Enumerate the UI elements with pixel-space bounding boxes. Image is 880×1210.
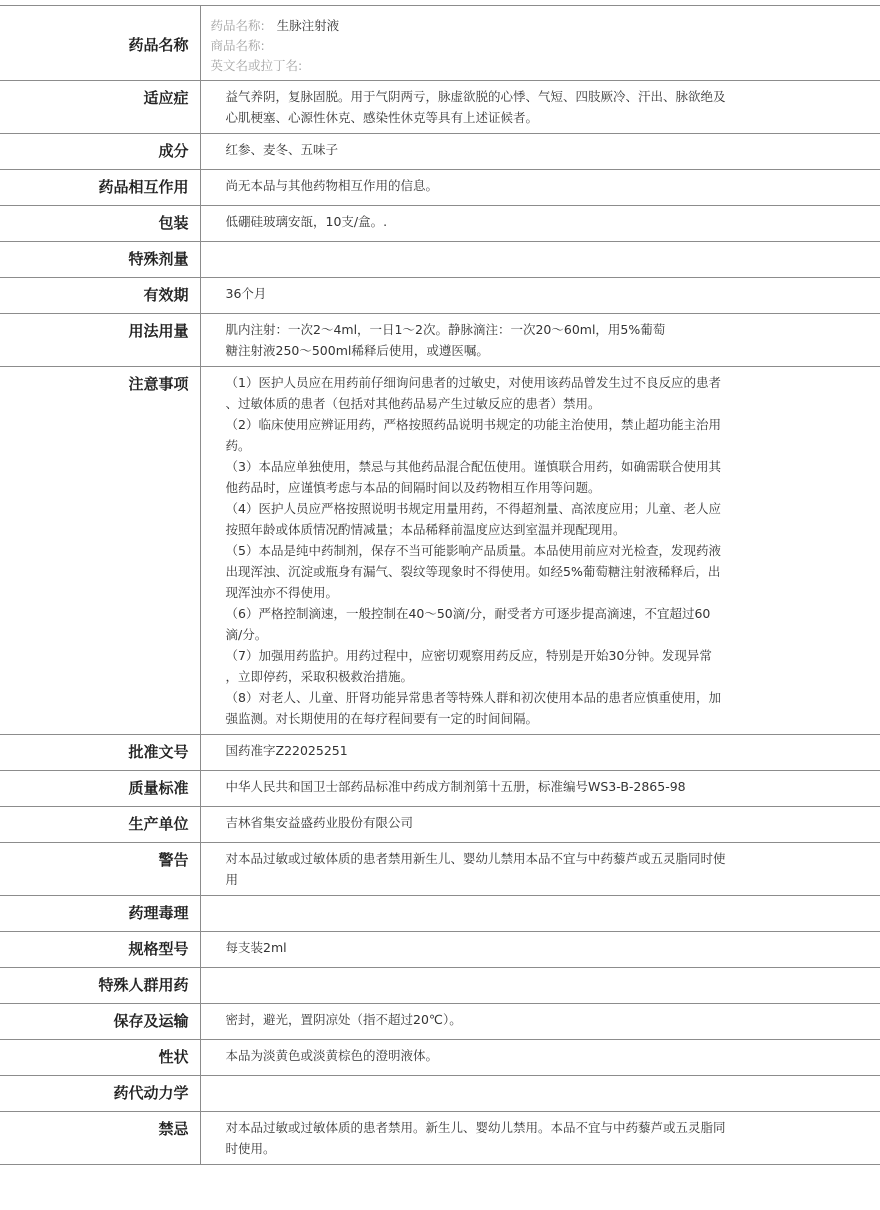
drug-info-table-body bbox=[0, 6, 880, 1165]
row-label: 包装 bbox=[0, 206, 200, 242]
value-line: 国药准字Z22025251 bbox=[225, 743, 348, 758]
row-value bbox=[200, 278, 880, 314]
row-value bbox=[200, 1004, 880, 1040]
row-label: 药品名称 bbox=[0, 6, 200, 81]
value-line: （4）医护人员应严格按照说明书规定用量用药，不得超剂量、高浓度应用；儿童、老人应 bbox=[225, 501, 721, 516]
value-line: 益气养阴，复脉固脱。用于气阴两亏，脉虚欲脱的心悸、气短、四肢厥冷、汗出、脉欲绝及 bbox=[225, 89, 726, 104]
row-label: 质量标准 bbox=[0, 771, 200, 807]
row-value bbox=[200, 134, 880, 170]
spec-row bbox=[0, 735, 880, 771]
value-line: 按照年龄或体质情况酌情减量；本品稀释前温度应达到室温并现配现用。 bbox=[225, 522, 626, 537]
generic-name-line bbox=[211, 16, 789, 36]
spec-row bbox=[0, 367, 880, 735]
value-line: 吉林省集安益盛药业股份有限公司 bbox=[225, 815, 414, 830]
generic-name-label: 药品名称: bbox=[210, 18, 265, 33]
value-line: 药。 bbox=[225, 438, 251, 453]
row-label: 保存及运输 bbox=[0, 1004, 200, 1040]
row-label: 批准文号 bbox=[0, 735, 200, 771]
spec-row bbox=[0, 807, 880, 843]
value-line: （3）本品应单独使用，禁忌与其他药品混合配伍使用。谨慎联合用药，如确需联合使用其 bbox=[225, 459, 721, 474]
row-value bbox=[200, 206, 880, 242]
row-label: 特殊剂量 bbox=[0, 242, 200, 278]
value-line: 他药品时，应谨慎考虑与本品的间隔时间以及药物相互作用等问题。 bbox=[225, 480, 601, 495]
value-line: 心肌梗塞、心源性休克、感染性休克等具有上述证候者。 bbox=[225, 110, 539, 125]
row-value bbox=[200, 771, 880, 807]
trade-name-label: 商品名称: bbox=[210, 38, 265, 53]
row-value bbox=[200, 242, 880, 278]
value-line: （6）严格控制滴速，一般控制在40～50滴/分，耐受者方可逐步提高滴速，不宜超过60 bbox=[225, 606, 711, 621]
row-value bbox=[200, 735, 880, 771]
value-line: （2）临床使用应辨证用药，严格按照药品说明书规定的功能主治使用，禁止超功能主治用 bbox=[225, 417, 721, 432]
row-value bbox=[200, 170, 880, 206]
value-line: 滴/分。 bbox=[225, 627, 268, 642]
row-label: 药代动力学 bbox=[0, 1076, 200, 1112]
row-label: 生产单位 bbox=[0, 807, 200, 843]
row-label: 成分 bbox=[0, 134, 200, 170]
spec-row bbox=[0, 896, 880, 932]
value-line: 糖注射液250～500ml稀释后使用，或遵医嘱。 bbox=[225, 343, 489, 358]
value-line: （8）对老人、儿童、肝肾功能异常患者等特殊人群和初次使用本品的患者应慎重使用，加 bbox=[225, 690, 721, 705]
row-label: 药品相互作用 bbox=[0, 170, 200, 206]
row-value bbox=[200, 367, 880, 735]
spec-row bbox=[0, 771, 880, 807]
value-line: 低硼硅玻璃安瓿，10支/盒。. bbox=[225, 214, 388, 229]
row-value bbox=[200, 896, 880, 932]
spec-row bbox=[0, 968, 880, 1004]
row-value bbox=[200, 932, 880, 968]
spec-row bbox=[0, 134, 880, 170]
value-line: 红参、麦冬、五味子 bbox=[225, 142, 339, 157]
spec-row bbox=[0, 81, 880, 134]
value-line: 对本品过敏或过敏体质的患者禁用。新生儿、婴幼儿禁用。本品不宜与中药藜芦或五灵脂同 bbox=[225, 1120, 726, 1135]
value-line: 中华人民共和国卫士部药品标准中药成方制剂第十五册，标准编号WS3-B-2865-98 bbox=[225, 779, 686, 794]
row-label: 性状 bbox=[0, 1040, 200, 1076]
spec-row bbox=[0, 242, 880, 278]
row-value bbox=[200, 6, 880, 81]
value-line: 、过敏体质的患者（包括对其他药品易产生过敏反应的患者）禁用。 bbox=[225, 396, 601, 411]
row-label: 特殊人群用药 bbox=[0, 968, 200, 1004]
row-value bbox=[200, 1076, 880, 1112]
row-label: 适应症 bbox=[0, 81, 200, 134]
value-line: （7）加强用药监护。用药过程中，应密切观察用药反应，特别是开始30分钟。发现异常 bbox=[225, 648, 712, 663]
row-label: 有效期 bbox=[0, 278, 200, 314]
generic-name-value: 生脉注射液 bbox=[276, 18, 340, 33]
value-line: 对本品过敏或过敏体质的患者禁用新生儿、婴幼儿禁用本品不宜与中药藜芦或五灵脂同时使 bbox=[225, 851, 726, 866]
value-line: 用 bbox=[225, 872, 239, 887]
row-label: 注意事项 bbox=[0, 367, 200, 735]
value-line: 强监测。对长期使用的在每疗程间要有一定的时间间隔。 bbox=[225, 711, 539, 726]
value-line: 现浑浊亦不得使用。 bbox=[225, 585, 339, 600]
english-name-label: 英文名或拉丁名: bbox=[210, 58, 303, 73]
spec-row bbox=[0, 1004, 880, 1040]
value-line: 尚无本品与其他药物相互作用的信息。 bbox=[225, 178, 439, 193]
spec-row bbox=[0, 1112, 880, 1165]
value-line: 密封，避光，置阴凉处（指不超过20℃）。 bbox=[225, 1012, 462, 1027]
row-label: 警告 bbox=[0, 843, 200, 896]
row-label: 药理毒理 bbox=[0, 896, 200, 932]
spec-row bbox=[0, 278, 880, 314]
row-label: 禁忌 bbox=[0, 1112, 200, 1165]
value-line: 肌内注射：一次2～4ml，一日1～2次。静脉滴注：一次20～60ml，用5%葡萄 bbox=[225, 322, 666, 337]
row-value bbox=[200, 314, 880, 367]
spec-row bbox=[0, 932, 880, 968]
spec-row bbox=[0, 1040, 880, 1076]
value-line: 时使用。 bbox=[225, 1141, 276, 1156]
drug-info-table bbox=[0, 5, 880, 1165]
value-line: ，立即停药，采取积极救治措施。 bbox=[225, 669, 414, 684]
row-value bbox=[200, 843, 880, 896]
value-line: 每支装2ml bbox=[225, 940, 287, 955]
value-line: 本品为淡黄色或淡黄棕色的澄明液体。 bbox=[225, 1048, 439, 1063]
row-label: 规格型号 bbox=[0, 932, 200, 968]
value-line: 出现浑浊、沉淀或瓶身有漏气、裂纹等现象时不得使用。如经5%葡萄糖注射液稀释后，出 bbox=[225, 564, 721, 579]
row-drug-name bbox=[0, 6, 880, 81]
row-value bbox=[200, 1112, 880, 1165]
value-line: 36个月 bbox=[225, 286, 267, 301]
value-line: （1）医护人员应在用药前仔细询问患者的过敏史，对使用该药品曾发生过不良反应的患者 bbox=[225, 375, 721, 390]
row-value bbox=[200, 1040, 880, 1076]
spec-row bbox=[0, 206, 880, 242]
row-label: 用法用量 bbox=[0, 314, 200, 367]
spec-row bbox=[0, 314, 880, 367]
spec-row bbox=[0, 843, 880, 896]
row-value bbox=[200, 968, 880, 1004]
spec-row bbox=[0, 170, 880, 206]
spec-row bbox=[0, 1076, 880, 1112]
row-value bbox=[200, 81, 880, 134]
row-value bbox=[200, 807, 880, 843]
value-line: （5）本品是纯中药制剂，保存不当可能影响产品质量。本品使用前应对光检查，发现药液 bbox=[225, 543, 721, 558]
